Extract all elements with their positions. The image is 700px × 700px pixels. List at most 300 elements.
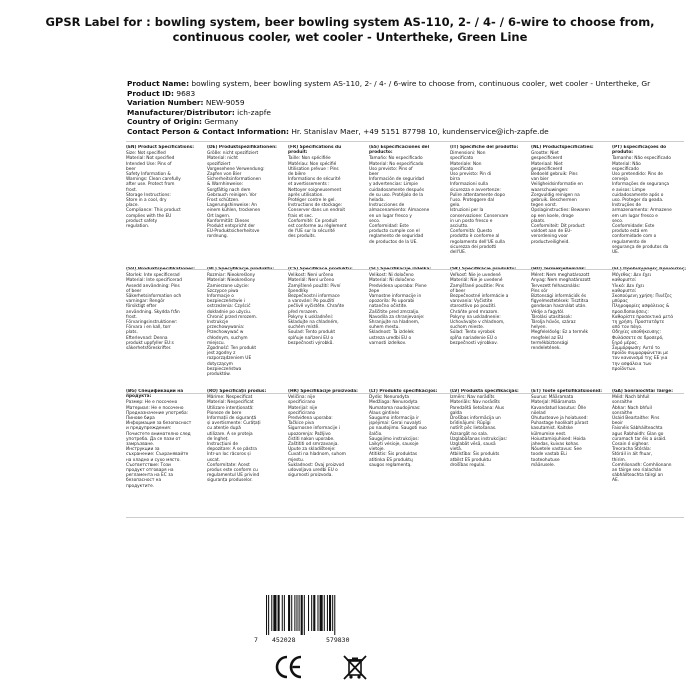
barcode (264, 595, 374, 635)
spec-line: Puhastage hoolikalt pärast (531, 421, 589, 427)
spec-line: de bière (288, 172, 306, 178)
spec-line: sonraithe (612, 410, 633, 416)
spec-line: megfelel az EU (531, 335, 564, 341)
spec-line: rozporządzeniem UE (207, 356, 252, 362)
spec-line: chłodnym, suchym (207, 335, 248, 341)
spec-line: Veľkosť: Nie je uvedené (450, 273, 501, 279)
spec-block (450, 267, 524, 389)
spec-heading: (EN) Product Specifications: (126, 145, 194, 150)
spec-line: Почистете внимателно след (126, 431, 191, 437)
spec-block (288, 267, 362, 389)
spec-line: Avsedd användning: Pins (126, 283, 180, 289)
spec-line: spezifiziert (207, 161, 231, 167)
spec-line: Utilizare intenționată: (207, 405, 254, 411)
spec-line: Utilisation prévue : Pins (288, 166, 339, 172)
spec-line: Informations de sécurité (288, 177, 341, 183)
spec-line: într-un loc răcoros și (207, 452, 251, 458)
spec-line: utilizare. A se proteja (207, 431, 253, 437)
spec-line: Szczypce piwa (207, 288, 239, 294)
spec-line: seco. (612, 218, 624, 224)
barcode-bar (266, 595, 267, 635)
spec-heading: (RO) Specificații produs: (207, 389, 267, 394)
spec-line: place. (126, 203, 139, 209)
spec-heading: (FR) Spécifications du produit: (288, 145, 342, 156)
info-value: ich-zapfe (237, 107, 271, 117)
spec-line: Medžiaga: Nenurodyta (369, 400, 418, 406)
spec-line: Materjal: Määramata (531, 400, 576, 406)
spec-line: varningar: Rengör (126, 299, 165, 305)
spec-line: ostrzeżenia: Czyścić (207, 304, 251, 310)
info-key: Manufacturer/Distributor: (127, 107, 235, 117)
spec-line: ustreza uredbi EU o (369, 335, 412, 341)
spec-line: Nõuetele vastavus: See (531, 447, 582, 453)
spec-line: & Warnhinweise: (207, 182, 244, 188)
spec-line: Storage Instructions: (126, 192, 171, 198)
spec-line: Skladujte na chladném, (288, 320, 339, 326)
spec-line: Pioneze de bere (207, 410, 242, 416)
spec-line: Uso previsto: Pins of (369, 166, 413, 172)
spec-line: conservazione: Conservare (450, 213, 509, 219)
spec-line: Ábhar: Nach bhfuil (612, 405, 652, 411)
spec-block (126, 389, 200, 511)
spec-line: Συμμόρφωση: Αυτό το (612, 346, 660, 352)
spec-line: ξηρό μέρος. (612, 340, 639, 346)
info-value: Hr. Stanislav Maer, +49 5151 87798 10, kundenservice@ich-zapfe.de (291, 126, 549, 136)
spec-line: cuidadosamente após o (612, 192, 664, 198)
spec-line: žepe (369, 288, 380, 294)
spec-line: of beer (450, 288, 466, 294)
spec-line: saugos reglamentą. (369, 462, 412, 468)
spec-line: Ohutusteave ja hoiatused: (531, 416, 588, 422)
spec-line: Numatoma naudojimas: (369, 405, 421, 411)
product-info (127, 79, 687, 137)
spec-line: Uzglabāšanas instrukcijas: (450, 436, 508, 442)
spec-line: Opslaginstructies: Bewaren (531, 208, 590, 214)
spec-line: reglamento de seguridad (369, 234, 424, 240)
spec-line: Predvidena uporaba: Pivne (369, 283, 427, 289)
info-row (127, 98, 687, 108)
spec-line: Produkt entspricht der (207, 224, 256, 230)
spec-line: atitinka ES produktų (369, 457, 413, 463)
spec-line: Védje a fagytól. (531, 309, 565, 315)
spec-line: plaats. (531, 218, 546, 224)
divider (126, 517, 684, 518)
spec-heading: (NL) Productspecificaties: (531, 145, 594, 150)
spec-line: Uso previsto: Pin di (450, 172, 492, 178)
spec-line: Dydis: Nenurodyta (369, 395, 410, 401)
spec-line: agus Rabhaidh: Glan go (612, 431, 664, 437)
spec-line: Treoracha Stórála: (612, 447, 652, 453)
spec-line: Grootte: Niet (531, 151, 559, 157)
spec-line: tegen vorst. (531, 203, 558, 209)
spec-line: Laikyti vėsioje, sausoje (369, 442, 419, 448)
spec-line: Úsáid Beartaithe: Pins (612, 416, 660, 422)
spec-line: καθοριστεί (612, 278, 636, 284)
spec-line: Čuvati na hladnom, suhom (288, 452, 346, 458)
spec-line: Sukladnost: Ovaj proizvod (288, 462, 345, 468)
info-key: Product ID: (127, 88, 175, 98)
spec-line: Intended Use: Pins of (126, 161, 172, 167)
spec-line: en un lugar fresco y (369, 213, 412, 219)
ce-mark-icon (274, 654, 304, 680)
spec-line: frost. (126, 187, 138, 193)
spec-line: Zamýšľané použitie: Pins (450, 283, 505, 289)
spec-line: säkerhetsföreskrifter. (126, 346, 172, 352)
spec-line: complies with the EU (126, 213, 172, 219)
spec-line: toode vastab ELi (531, 452, 567, 458)
spec-line: voldoet aan de EU- (531, 229, 572, 235)
spec-line: natančno očistite. (369, 304, 408, 310)
barcode-bar (299, 595, 300, 631)
spec-line: Μέγεθος: Δεν έχει (612, 273, 652, 279)
spec-line: Tervezett felhasználás: (531, 283, 581, 289)
spec-block (531, 267, 605, 389)
spec-line: Zamierzone użycie: (207, 283, 250, 289)
spec-line: cerveja (612, 177, 628, 183)
spec-line: cúramach tar éis a úsáid. (612, 436, 667, 442)
barcode-first-digit: 7 (254, 636, 258, 644)
spec-line: de îngheț. (207, 436, 229, 442)
spec-line: Пинове бира (126, 416, 155, 422)
spec-line: před mrazem. (288, 309, 319, 315)
spec-heading: (BG) Спецификации на продукта: (126, 389, 184, 400)
barcode-bar (291, 595, 292, 631)
spec-line: bezpečnosti výrobků. (288, 340, 334, 346)
spec-heading: (LV) Produkta specifikācijas: (450, 389, 519, 394)
spec-line: Méid: Nach bhfuil (612, 395, 650, 401)
spec-line: Conformidade: Este (612, 224, 655, 230)
crossed-out-wheelie-bin-icon (340, 652, 370, 682)
spec-block (126, 267, 200, 389)
spec-line: Lagerungshinweise: An (207, 203, 257, 209)
spec-heading: (HU) Termékjellemzők: (531, 267, 586, 272)
barcode-bar (332, 595, 333, 631)
spec-line: Zapfen von Bier (207, 172, 242, 178)
spec-line: Dimensioni: Non (450, 151, 486, 157)
spec-line: Material: Ni določeno (369, 278, 415, 284)
spec-line: segurança de produtos da (612, 244, 669, 250)
spec-block (369, 267, 443, 389)
spec-line: Istruzioni per la (450, 208, 484, 214)
spec-line: tooteohutuse (531, 457, 560, 463)
spec-line: Saugojimo instrukcijos: (369, 436, 419, 442)
spec-line: Tárolási utasítások: (531, 314, 573, 320)
spec-line: op een koele, droge (531, 213, 574, 219)
spec-line: Aizsargāt no sala. (450, 431, 489, 437)
spec-line: Protéger contre le gel. (288, 198, 336, 204)
spec-line: regulamento de (612, 239, 647, 245)
spec-line: Materijal: nije (288, 405, 318, 411)
spec-line: Anyag: Nem meghatározott (531, 278, 591, 284)
spec-line: specificirano (288, 410, 316, 416)
spec-line: τον κανονισμό της ΕΕ για (612, 356, 668, 362)
spec-line: Förvaringsinstruktioner: (126, 320, 178, 326)
spec-line: specificato (450, 156, 474, 162)
spec-line: de l'UE sur la sécurité (288, 229, 335, 235)
spec-line: l'uso. Proteggere dal (450, 198, 495, 204)
spec-line: Chronić przed mrozem. (207, 314, 258, 320)
spec-line: y advertencias: Limpie (369, 182, 418, 188)
spec-line: in un posto fresco e (450, 218, 493, 224)
spec-line: Πληροφορίες ασφάλειας & (612, 304, 670, 310)
spec-line: sigurnosti proizvoda. (288, 473, 333, 479)
spec-block (612, 145, 686, 267)
spec-line: čistiti nakon uporabe. (288, 436, 335, 442)
spec-block (450, 389, 524, 511)
spec-line: sábháilteachta táirgí an (612, 473, 663, 479)
spec-line: verordening voor (531, 234, 568, 240)
spec-line: Zamýšlené použití: Pivní (288, 283, 341, 289)
spec-line: sicurezza e avvertenze: (450, 187, 501, 193)
spec-line: frais et sec. (288, 213, 314, 219)
spec-line: användning. Skydda från (126, 309, 180, 315)
spec-heading: (EL) Προδιαγραφές προϊόντος: (612, 267, 686, 272)
spec-line: almacenamiento: Almacene (369, 208, 430, 214)
spec-line: jahedas, kuivas kohas. (531, 442, 580, 448)
spec-line: especificado (612, 166, 639, 172)
spec-block (531, 145, 605, 267)
spec-line: Förvara i en kall, torr (126, 325, 171, 331)
spec-line: Informações de segurança (612, 182, 670, 188)
spec-block (450, 145, 524, 267)
spec-line: waarschuwingen: (531, 187, 569, 193)
spec-heading: (PT) Especificações do produto: (612, 145, 667, 156)
spec-line: försiktigt efter (126, 304, 157, 310)
spec-line: Rozmiar: Nieokreślony (207, 273, 256, 279)
spec-line: și avertismente: Curățați (207, 421, 261, 427)
spec-line: producto cumple con el (369, 229, 420, 235)
barcode-bar (317, 595, 318, 631)
spec-line: špendlíky (288, 288, 309, 294)
spec-block (207, 145, 281, 267)
spec-line: Conformiteit: Dit product (531, 224, 585, 230)
spec-line: Informazioni sulla (450, 182, 488, 188)
spec-line: Comhlíonadh: Comhlíonann (612, 462, 672, 468)
spec-line: produto está em (612, 229, 648, 235)
spec-block (531, 389, 605, 511)
spec-line: Storlek: Inte specificerad (126, 273, 180, 279)
spec-line: Instruções de (612, 203, 642, 209)
spec-line: dokładnie po użyciu. (207, 309, 252, 315)
spec-line: Materiál: Není určeno (288, 278, 335, 284)
spec-line: beoir (612, 421, 623, 427)
spec-line: Conformidad: Este (369, 224, 409, 230)
spec-line: Warnings: Clean carefully (126, 177, 181, 183)
spec-line: Frost schützen. (207, 198, 240, 204)
spec-heading: (GA) Sonraíochtaí Táirge: (612, 389, 673, 394)
spec-line: productveiligheid. (531, 239, 570, 245)
spec-line: vietā. (450, 447, 463, 453)
spec-line: varnosti izdelkov. (369, 340, 407, 346)
spec-line: Material: No especificado (369, 161, 424, 167)
spec-line: Mărime: Nespecificat (207, 395, 253, 401)
spec-line: Material: Not specified (126, 156, 175, 162)
spec-line: Atitiktis: Šis produktas (369, 452, 418, 458)
spec-line: Suurus: Määramata (531, 395, 574, 401)
spec-line: Ort lagern. (207, 213, 231, 219)
spec-line: Izmērs: Nav norādīts (450, 395, 495, 401)
spec-line: notīrīt pēc lietošanas. (450, 426, 497, 432)
spec-heading: (PL) Specyfikacje produktu: (207, 267, 275, 272)
spec-line: termékbiztonsági (531, 340, 569, 346)
spec-line: gondosan használat után. (531, 304, 587, 310)
spec-line: specificato (450, 166, 474, 172)
spec-line: przechowywania: (207, 325, 245, 331)
spec-line: įspėjimai: Gerai nuvalyti (369, 421, 422, 427)
spec-line: beer (126, 166, 136, 172)
spec-line: Material: nicht (207, 156, 238, 162)
spec-line: Sorgfältig nach dem (207, 187, 251, 193)
spec-line: Zaštititi od smrzavanja. (288, 442, 339, 448)
spec-line: съхранение: Съхранявайте (126, 452, 189, 458)
spec-heading: (ES) Especificaciones del producto: (369, 145, 430, 156)
spec-line: drošības regulai. (450, 462, 486, 468)
spec-line: Compliance: This product (126, 208, 181, 214)
spec-line: Veličina: nije (288, 395, 316, 401)
spec-line: Pulire attentamente dopo (450, 192, 505, 198)
spec-line: figyelmeztetések: Tisztítsa (531, 299, 589, 305)
spec-block (288, 389, 362, 511)
spec-line: brīdinājumi: Rūpīgi (450, 421, 491, 427)
barcode-bar (329, 595, 331, 631)
spec-line: Instrucciones de (369, 203, 405, 209)
spec-line: безопасност на (126, 478, 162, 484)
spec-line: Instructions de stockage: (288, 203, 343, 209)
spec-line: Materiale: Non (450, 161, 482, 167)
spec-line: cuidadosamente después (369, 187, 425, 193)
info-value: Germany (204, 117, 239, 127)
divider (126, 269, 684, 270)
spec-line: bezpieczeństwie i (207, 299, 246, 305)
spec-block (288, 145, 362, 267)
spec-line: vietoje. (369, 447, 385, 453)
barcode-bar (304, 595, 305, 635)
spec-line: Skladnost: Ta izdelek (369, 330, 414, 336)
spec-line: produs este conform cu (207, 468, 258, 474)
spec-line: Méret: Nem meghatározott (531, 273, 590, 279)
info-key: Product Name: (127, 79, 190, 88)
info-row (127, 108, 687, 118)
spec-line: Größe: nicht spezifiziert (207, 151, 259, 157)
spec-line: продукт отговаря на (126, 468, 174, 474)
spec-line: regolamento dell'UE sulla (450, 239, 505, 245)
spec-line: Saugumo informacija ir (369, 416, 419, 422)
info-row (127, 127, 687, 137)
spec-line: Shranjujte na hladnem, (369, 320, 420, 326)
spec-line: after use. Protect from (126, 182, 175, 188)
spec-line: Предназначение употреба: (126, 410, 189, 416)
spec-line: van bier (531, 177, 549, 183)
spec-line: Materiāls: Nav norādīts (450, 400, 500, 406)
spec-line: Pokyny k uskladnění: (288, 314, 334, 320)
spec-line: Atbilstība: Šis produkts (450, 452, 500, 458)
spec-line: atbilst ES produktu (450, 457, 491, 463)
spec-line: suhem mestu. (369, 325, 400, 331)
spec-line: Size: Not specified (126, 151, 166, 157)
spec-line: Material: Nespecificat (207, 400, 254, 406)
spec-line: des produits. (288, 234, 316, 240)
spec-line: προϊόντων. (612, 366, 637, 372)
spec-line: UE. (612, 250, 620, 256)
barcode-bar (278, 595, 280, 631)
spec-heading: (SV) Produktspecifikationer: (126, 267, 195, 272)
spec-line: Uzglabāt vēsā, sausā (450, 442, 496, 448)
spec-line: и предупреждения: (126, 426, 172, 432)
barcode-group-1: 452028 (272, 636, 296, 644)
barcode-bar (296, 595, 297, 631)
spec-line: bezpečnosti výrobkov. (450, 340, 498, 346)
spec-line: регламента на ЕС за (126, 473, 174, 479)
spec-heading: (SK) Špecifikácie produktu: (450, 267, 517, 272)
info-value: NEW-9059 (205, 98, 245, 108)
spec-line: употреба. Да се пази от (126, 436, 181, 442)
spec-line: Soulad: Tento produkt (288, 330, 336, 336)
spec-line: helada. (369, 198, 385, 204)
spec-line: gebruik. Beschermen (531, 198, 577, 204)
spec-line: Varnostne informacije in (369, 294, 422, 300)
spec-block (612, 389, 686, 511)
spec-line: Materiał: Nieokreślony (207, 278, 256, 284)
spec-line: Chráňte pred mrazom. (450, 309, 499, 315)
spec-line: Vorgesehene Verwendung: (207, 166, 265, 172)
spec-line: of beer (126, 288, 142, 294)
spec-heading: (DE) Produktspezifikationen: (207, 145, 277, 150)
spec-line: τη χρήση. Προστατέψτε (612, 320, 665, 326)
spec-line: προϊόν συμμορφώνεται με (612, 351, 669, 357)
spec-line: gespecificeerd (531, 156, 563, 162)
spec-line: conformidade com o (612, 234, 657, 240)
spec-line: e avisos: Limpe (612, 187, 646, 193)
spec-line: frost. (126, 314, 138, 320)
barcode-bar (284, 595, 285, 631)
spec-line: de productos de la UE. (369, 239, 418, 245)
spec-line: Store in a cool, dry (126, 198, 167, 204)
spec-line: Efterlevnad: Denna (126, 335, 168, 341)
spec-line: de su uso. Protéjalo de la (369, 192, 424, 198)
spec-line: dotyczącym (207, 361, 233, 367)
barcode-bar (288, 595, 290, 631)
spec-line: Cosain ó oighear. (612, 442, 650, 448)
spec-line: την ασφάλεια των (612, 361, 652, 367)
barcode-bar (311, 595, 312, 631)
spec-line: Alaus gintinės (369, 410, 400, 416)
spec-line: pečlivě vyčistěte. Chraňte (288, 304, 345, 310)
spec-line: Säkerhetsinformation och (126, 294, 182, 300)
spec-line: Nettoyer soigneusement (288, 187, 342, 193)
spec-heading: (HR) Specifikacije proizvoda: (288, 389, 358, 394)
spec-heading: (SL) Specifikacije izdelka: (369, 267, 432, 272)
spec-line: Drošības informācija un (450, 416, 501, 422)
spec-line: po naudojimo. Saugoti nuo (369, 426, 427, 432)
spec-line: Material: Não (612, 161, 641, 167)
spec-line: Informacje o (207, 294, 234, 300)
spec-line: uscat. (207, 457, 221, 463)
spec-block (612, 267, 686, 389)
spec-line: Velikost: Není určeno (288, 273, 334, 279)
spec-line: EU-Produktsicherheitsve (207, 229, 260, 235)
spec-line: armazenamento: Armazene (612, 208, 672, 214)
spec-line: Conformité: Ce produit (288, 218, 338, 224)
info-row (127, 89, 687, 99)
spec-line: Instrukcje (207, 320, 229, 326)
spec-line: Velikost: Ni določeno (369, 273, 414, 279)
barcode-bar (327, 595, 328, 631)
spec-block (207, 267, 281, 389)
spec-line: regulamentul UE privind (207, 473, 260, 479)
spec-line: jest zgodny z (207, 351, 236, 357)
spec-line: sicurezza dei prodotti (450, 244, 497, 250)
info-value: bowling system, beer bowling system AS-110, 2- / 4- / 6-wire to choose from, continuous cooler, wet cooler - Untertheke, Gr (191, 79, 651, 88)
